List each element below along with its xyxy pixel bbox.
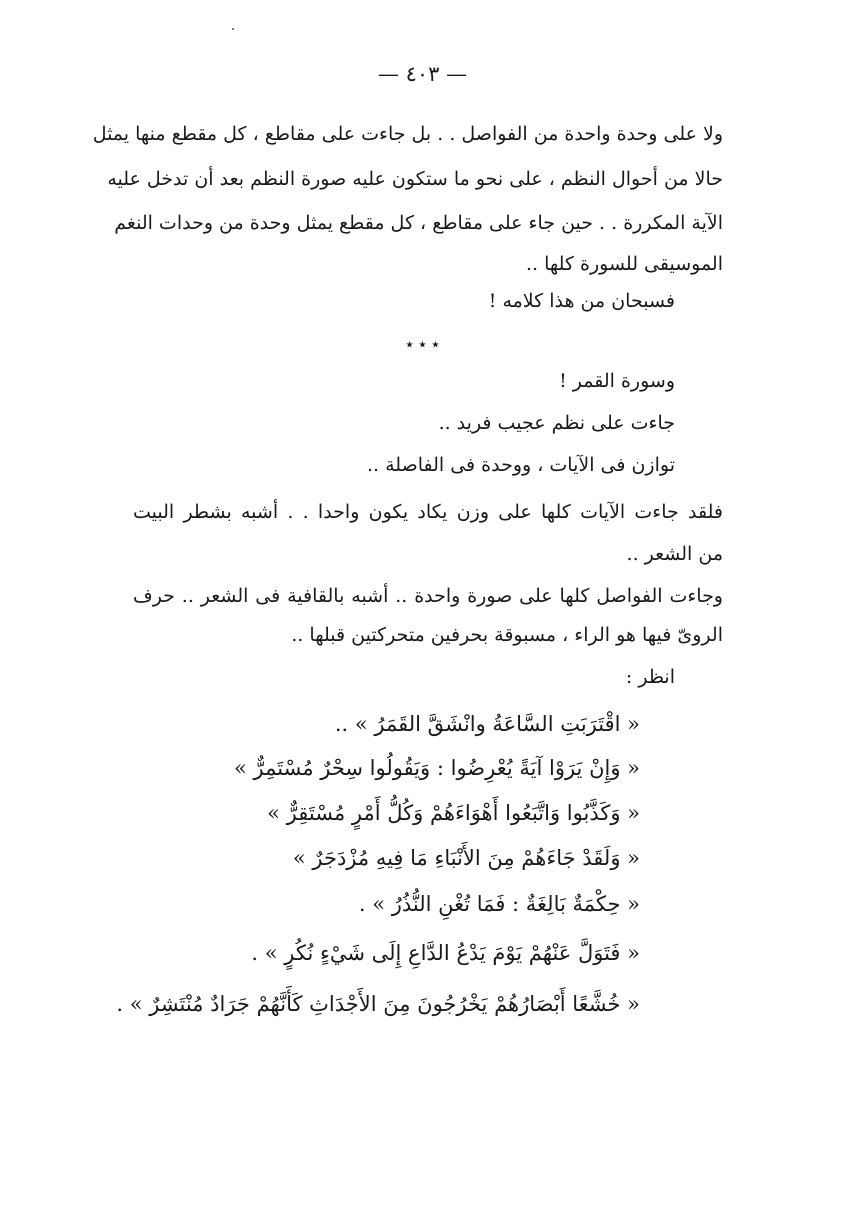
verse-line-7: « خُشَّعًا أَبْصَارُهُمْ يَخْرُجُونَ مِنَ الأَجْدَاثِ كَأَنَّهُمْ جَرَادٌ مُنْتَشِرٌ » . (116, 992, 640, 1016)
paragraph-line-2: حالا من أحوال النظم ، على نحو ما ستكون عليه صورة النظم بعد أن تدخل عليه (107, 168, 723, 190)
verse-line-4: « وَلَقَدْ جَاءَهُمْ مِنَ الأَنْبَاءِ مَا فِيهِ مُزْدَجَرٌ » (292, 846, 640, 870)
paragraph2-line-1: فلقد جاءت الآيات كلها على وزن يكاد يكون واحدا . . أشبه بشطر البيت (133, 501, 723, 523)
paragraph-line-3: الآية المكررة . . حين جاء على مقاطع ، كل مقطع يمثل وحدة من وحدات النغم (114, 212, 723, 234)
paragraph-line-4: الموسيقى للسورة كلها .. (525, 253, 723, 275)
verse-line-2: « وَإِنْ يَرَوْا آيَةً يُعْرِضُوا : وَيَقُولُوا سِحْرٌ مُسْتَمِرٌّ » (234, 756, 640, 780)
verse-line-1: « اقْتَرَبَتِ السَّاعَةُ وانْشَقَّ القَمَرُ » .. (334, 712, 640, 736)
paragraph3-line-2: الروىّ فيها هو الراء ، مسبوقة بحرفين متحركتين قبلها .. (291, 624, 723, 646)
paragraph-line-1: ولا على وحدة واحدة من الفواصل . . بل جاءت على مقاطع ، كل مقطع منها يمثل (92, 123, 723, 145)
verse-line-3: « وَكَذَّبُوا وَاتَّبَعُوا أَهْوَاءَهُمْ وَكُلُّ أَمْرٍ مُسْتَقِرٌّ » (267, 801, 640, 825)
look-label: انظر : (625, 666, 675, 688)
exclamation-line: فسبحان من هذا كلامه ! (488, 290, 675, 312)
verse-line-6: « فَتَوَلَّ عَنْهُمْ يَوْمَ يَدْعُ الدَّاعِ إِلَى شَيْءٍ نُكُرٍ » . (251, 941, 640, 965)
paragraph3-line-1: وجاءت الفواصل كلها على صورة واحدة .. أشبه بالقافية فى الشعر .. حرف (133, 585, 723, 607)
page-number: — ٤٠٣ — (377, 62, 468, 86)
speck-mark (232, 28, 234, 30)
section-separator: ٭ ٭ ٭ (405, 335, 440, 353)
verse-line-5: « حِكْمَةٌ بَالِغَةٌ : فَمَا تُغْنِ النُّذُرُ » . (358, 892, 640, 916)
paragraph2-line-2: من الشعر .. (626, 543, 723, 565)
surah-heading-line: وسورة القمر ! (559, 370, 675, 392)
description-line-2: توازن فى الآيات ، ووحدة فى الفاصلة .. (366, 454, 675, 476)
description-line-1: جاءت على نظم عجيب فريد .. (438, 412, 675, 434)
